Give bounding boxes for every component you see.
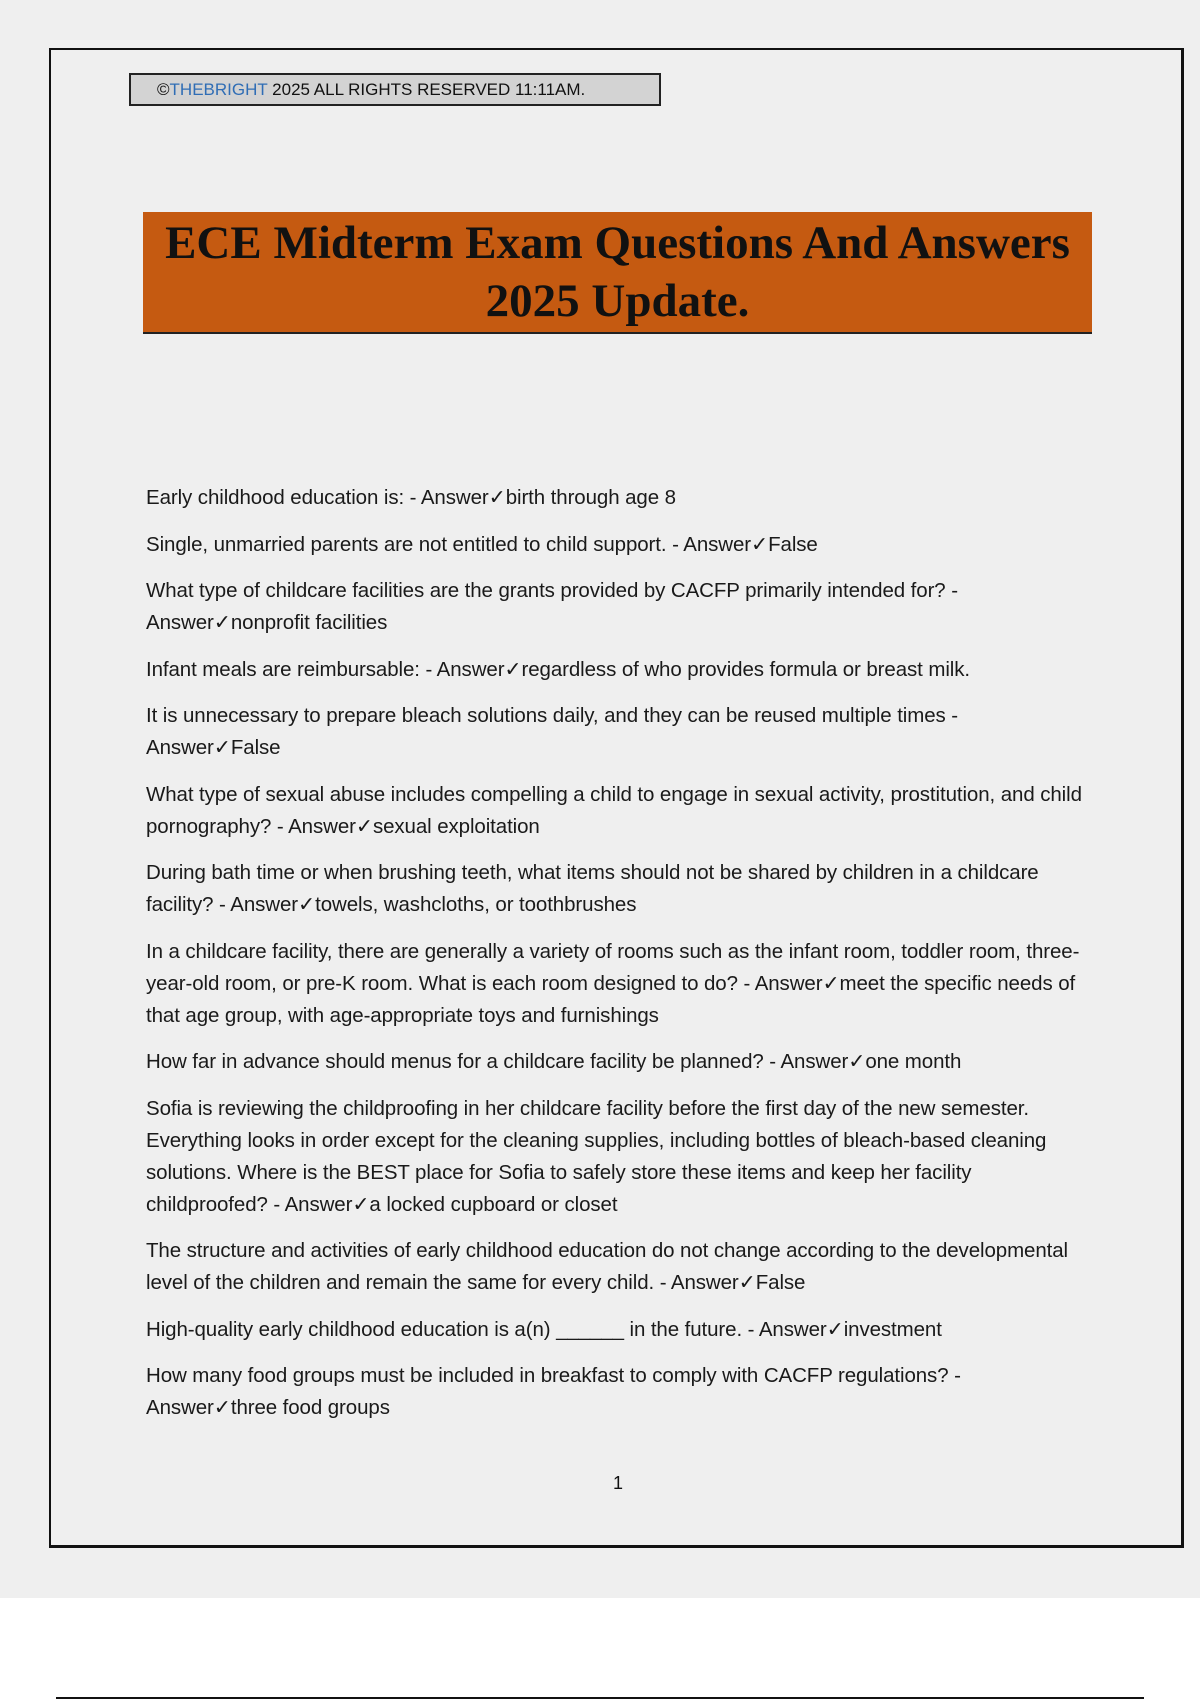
answer-marker: Answer✓ (420, 486, 506, 509)
copyright-text: 2025 ALL RIGHTS RESERVED 11:11AM. (267, 80, 586, 99)
qa-item (146, 1046, 1091, 1078)
question-text: High-quality early childhood education is a(n) ______ in the future. - (146, 1317, 759, 1341)
answer-text: False (768, 532, 818, 556)
question-text: The structure and activities of early childhood education do not change according to the developmental level of the children and remain the same for every child. - (146, 1239, 1069, 1294)
question-text: Sofia is reviewing the childproofing in her childcare facility before the first day of the new semester. Everything looks in order except for the cleaning supplies, including bottles of bleach-based cleaning solutions. Where is the BEST place for Sofia to safely store these items and keep her facility childproofed? - (146, 1096, 1047, 1216)
qa-item (146, 1360, 1091, 1424)
answer-marker: Answer✓ (670, 1271, 756, 1294)
answer-text: birth through age 8 (505, 486, 676, 509)
bottom-divider (56, 1697, 1144, 1699)
qa-item (146, 779, 1091, 843)
qa-item (146, 529, 1091, 561)
answer-text: meet the specific needs of that age group, with age-appropriate toys and furnishings (146, 971, 1076, 1027)
answer-marker: Answer✓ (146, 736, 231, 759)
answer-text: False (230, 736, 281, 759)
qa-item (146, 1235, 1091, 1299)
page-number: 1 (612, 1473, 623, 1493)
question-text: During bath time or when brushing teeth, what items should not be shared by children in a childcare facility? - (146, 861, 1039, 916)
title-line-1: ECE Midterm Exam Questions And Answers (165, 217, 1070, 269)
qa-item (146, 936, 1091, 1032)
qa-item (146, 575, 1091, 639)
answer-marker: Answer✓ (146, 611, 231, 634)
answer-marker: Answer✓ (288, 814, 373, 838)
answer-marker: Answer✓ (436, 657, 522, 681)
qa-item (146, 654, 1091, 686)
answer-marker: Answer✓ (284, 1192, 370, 1216)
answer-text: towels, washcloths, or toothbrushes (315, 893, 637, 916)
answer-text: three food groups (230, 1396, 390, 1419)
question-text: It is unnecessary to prepare bleach solutions daily, and they can be reused multiple times - (146, 704, 959, 727)
answer-text: a locked cupboard or closet (369, 1192, 618, 1216)
question-text: In a childcare facility, there are generally a variety of rooms such as the infant room, toddler room, three-year-old room, or pre-K room. What is each room designed to do? - (146, 939, 1080, 995)
copyright-notice (129, 73, 661, 106)
brand-name: THEBRIGHT (169, 80, 268, 99)
answer-marker: Answer✓ (754, 971, 840, 995)
answer-marker: Answer✓ (230, 893, 316, 916)
answer-text: False (755, 1271, 806, 1294)
qa-item (146, 482, 1091, 514)
question-text: What type of childcare facilities are the grants provided by CACFP primarily intended for? - (146, 579, 958, 602)
question-text: Early childhood education is: - (146, 486, 421, 509)
qa-item (146, 1093, 1091, 1221)
answer-text: regardless of who provides formula or breast milk. (521, 657, 970, 681)
answer-marker: Answer✓ (780, 1050, 866, 1073)
title-line-2: 2025 Update. (485, 275, 750, 327)
answer-text: nonprofit facilities (230, 611, 388, 634)
qa-item (146, 700, 1091, 764)
qa-item (146, 857, 1091, 921)
answer-marker: Answer✓ (683, 532, 769, 556)
question-text: How far in advance should menus for a childcare facility be planned? - (146, 1050, 781, 1073)
answer-text: sexual exploitation (372, 814, 540, 838)
question-text: What type of sexual abuse includes compelling a child to engage in sexual activity, prostitution, and child pornography? - (146, 782, 1082, 838)
answer-marker: Answer✓ (146, 1396, 231, 1419)
question-text: How many food groups must be included in breakfast to comply with CACFP regulations? - (146, 1364, 961, 1387)
document-title (143, 212, 1092, 334)
copyright-symbol: © (157, 80, 170, 99)
question-text: Infant meals are reimbursable: - (146, 657, 437, 681)
answer-text: one month (865, 1050, 962, 1073)
qa-item (146, 1314, 1091, 1346)
answer-marker: Answer✓ (758, 1317, 844, 1341)
question-answer-list (146, 482, 1091, 1439)
question-text: Single, unmarried parents are not entitled to child support. - (146, 532, 684, 556)
answer-text: investment (843, 1317, 942, 1341)
